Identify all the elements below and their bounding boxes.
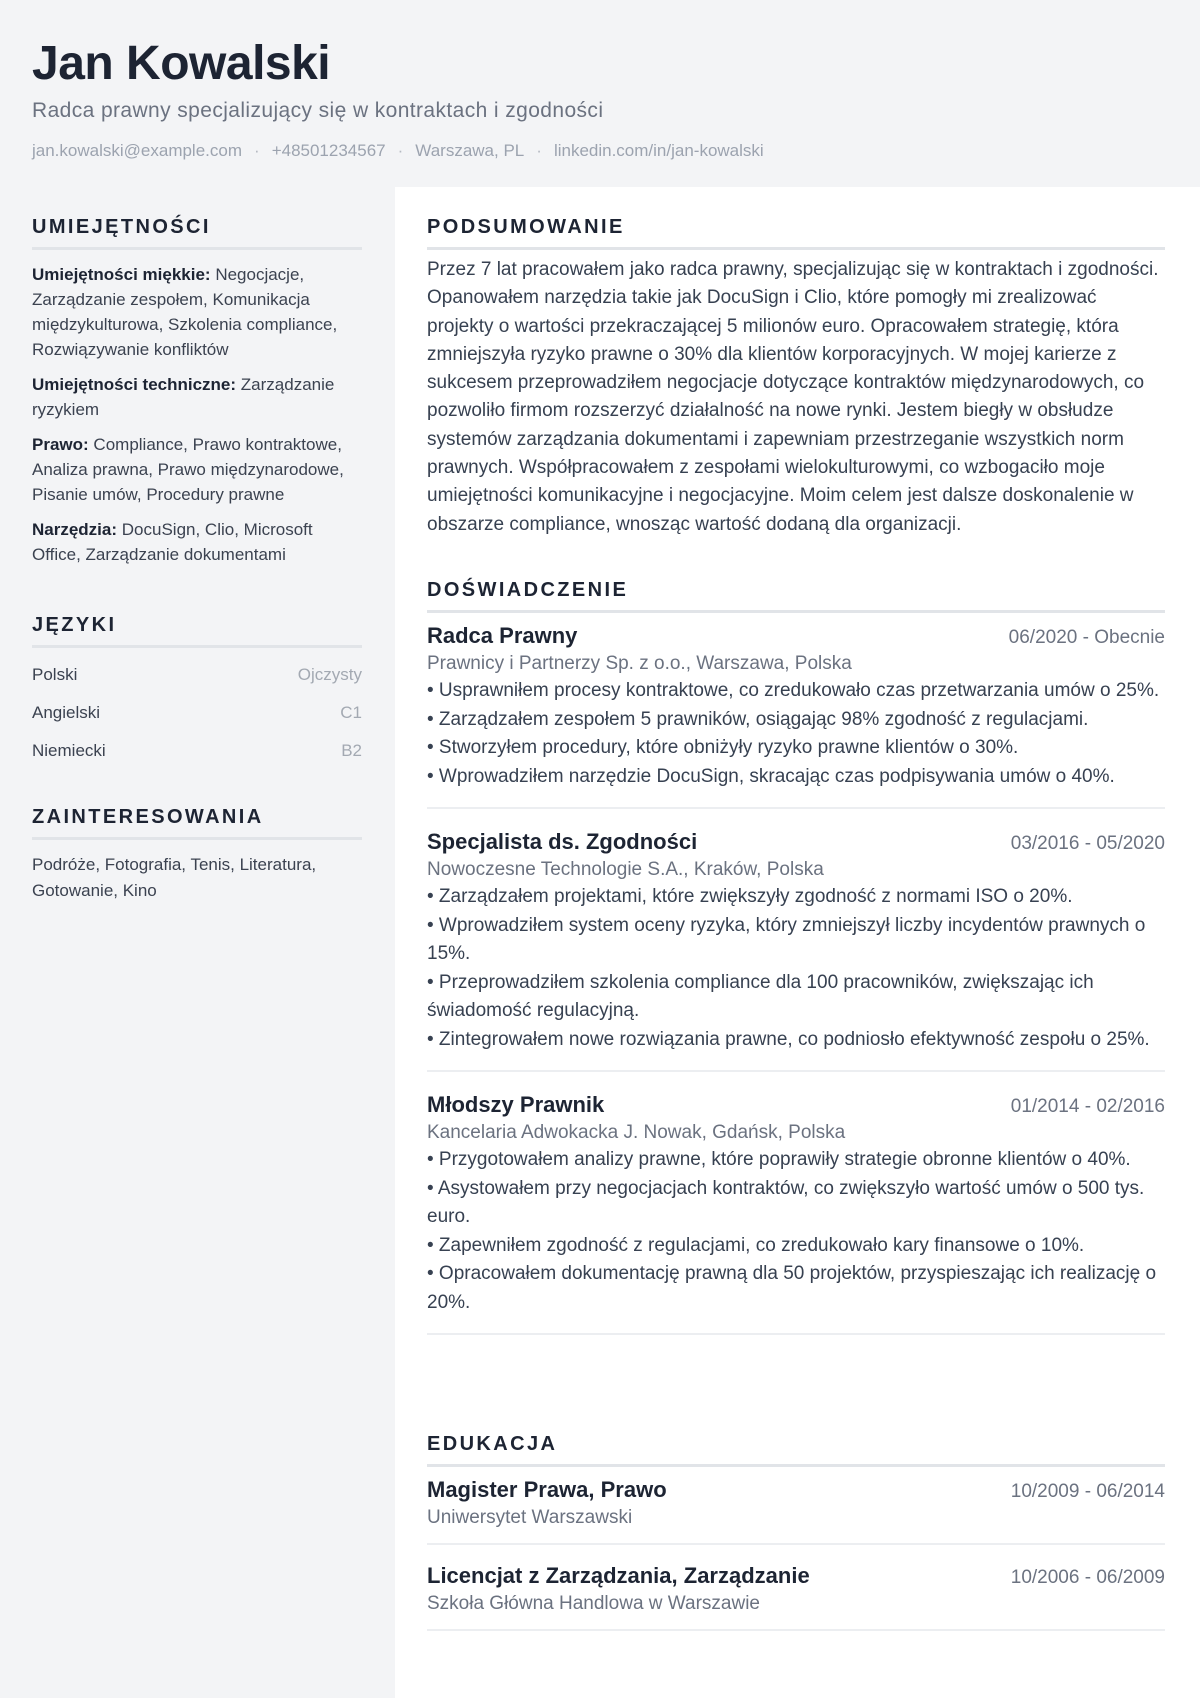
skill-group-value: Compliance, Prawo kontraktowe, Analiza prawna, Prawo międzynarodowe, Pisanie umów, Procedury prawne <box>32 435 344 504</box>
skill-group-label: Prawo: <box>32 435 89 454</box>
job-bullet: • Zarządzałem zespołem 5 prawników, osiągając 98% zgodność z regulacjami. <box>427 708 1089 730</box>
language-row <box>32 656 362 694</box>
school-name: Szkoła Główna Handlowa w Warszawie <box>427 1593 760 1614</box>
job-bullet: • Usprawniłem procesy kontraktowe, co zredukowało czas przetwarzania umów o 25%. <box>427 680 1160 701</box>
languages-section-title: JĘZYKI <box>32 614 362 648</box>
linkedin-link[interactable]: linkedin.com/in/jan-kowalski <box>553 141 764 160</box>
job-organization: Kancelaria Adwokacka J. Nowak, Gdańsk, Polska <box>427 1122 846 1143</box>
language-level: C1 <box>340 703 362 722</box>
education-section <box>427 1433 1165 1631</box>
skill-group <box>32 262 362 362</box>
language-name: Angielski <box>32 703 101 722</box>
skill-group-value: DocuSign, Clio, Microsoft Office, Zarządzanie dokumentami <box>32 520 313 564</box>
job-bullet: • Zintegrowałem nowe rozwiązania prawne, co podniosło efektywność zespołu o 25%. <box>427 1028 1150 1050</box>
contact-separator: · <box>254 141 260 160</box>
job-dates: 03/2016 - 05/2020 <box>1010 833 1165 854</box>
languages-section <box>32 614 362 770</box>
job-header <box>427 829 1165 855</box>
skill-group-label: Narzędzia: <box>32 520 118 539</box>
job-entry <box>427 809 1165 1072</box>
job-dates: 06/2020 - Obecnie <box>1008 627 1165 648</box>
experience-section-title: DOŚWIADCZENIE <box>427 579 1165 613</box>
education-header <box>427 1477 1165 1503</box>
education-section-title: EDUKACJA <box>427 1433 1165 1467</box>
education-dates: 10/2006 - 06/2009 <box>1010 1567 1165 1588</box>
education-entry <box>427 1545 1165 1631</box>
skills-section <box>32 216 362 567</box>
language-name: Niemiecki <box>32 741 106 760</box>
job-header <box>427 1092 1165 1118</box>
skill-group-label: Umiejętności miękkie: <box>32 265 211 284</box>
interests-text: Podróże, Fotografia, Tenis, Literatura, Gotowanie, Kino <box>32 855 317 900</box>
job-title: Specjalista ds. Zgodności <box>427 829 698 854</box>
contact-separator: · <box>397 141 404 160</box>
summary-text: Przez 7 lat pracowałem jako radca prawny, specjalizując się w kontraktach i zgodności. Opanowałem narzędzia takie jak DocuSign i Clio, które pomogły mi zrealizować projekty o wartości przekraczającej 5 milionów euro. Opracowałem strategię, która zmniejszyła ryzyko prawne o 30% dla klientów korporacyjnych. W mojej karierze z sukcesem przeprowadziłem negocjacje dotyczące kontraktów międzynarodowych, co pozwoliło firmom rozszerzyć działalność na nowe rynki. Jestem biegły w obsłudze systemów zarządzania dokumentami i zapewniam przestrzeganie wszystkich norm prawnych. Współpracowałem z zespołami wielokulturowymi, co wzbogaciło moje umiejętności komunikacyjne i negocjacyjne. Moim celem jest dalsze doskonalenie w obszarze compliance, wnosząc wartość dodaną dla organizacji. <box>427 259 1159 535</box>
skill-group <box>32 517 362 567</box>
skill-group <box>32 432 362 507</box>
candidate-headline: Radca prawny specjalizujący się w kontraktach i zgodności <box>32 99 604 122</box>
phone-link[interactable]: +48501234567 <box>271 141 386 160</box>
school-name: Uniwersytet Warszawski <box>427 1507 633 1528</box>
job-organization: Prawnicy i Partnerzy Sp. z o.o., Warszawa, Polska <box>427 653 852 674</box>
job-bullet: • Stworzyłem procedury, które obniżyły ryzyko prawne klientów o 30%. <box>427 737 1019 758</box>
education-entry <box>427 1467 1165 1545</box>
summary-section <box>427 216 1165 539</box>
job-bullet: • Przygotowałem analizy prawne, które poprawiły strategie obronne klientów o 40%. <box>427 1149 1131 1170</box>
language-name: Polski <box>32 665 78 684</box>
skill-group-value: Zarządzanie ryzykiem <box>32 375 335 419</box>
job-organization: Nowoczesne Technologie S.A., Kraków, Polska <box>427 859 824 880</box>
job-bullet: • Zapewniłem zgodność z regulacjami, co zredukowało kary finansowe o 10%. <box>427 1234 1085 1256</box>
interests-section <box>32 806 362 904</box>
language-level: Ojczysty <box>297 665 362 684</box>
language-row <box>32 694 362 732</box>
degree-title: Magister Prawa, Prawo <box>427 1477 667 1502</box>
job-entry <box>427 613 1165 809</box>
language-row <box>32 732 362 770</box>
language-level: B2 <box>341 741 362 760</box>
contact-separator: · <box>536 141 542 160</box>
job-bullet: • Wprowadziłem system oceny ryzyka, który zmniejszył liczby incydentów prawnych o 15%. <box>427 914 1146 964</box>
job-header <box>427 623 1165 649</box>
education-header <box>427 1563 1165 1589</box>
job-dates: 01/2014 - 02/2016 <box>1010 1096 1165 1117</box>
location-text: Warszawa, PL <box>415 141 525 160</box>
job-bullet: • Wprowadziłem narzędzie DocuSign, skracając czas podpisywania umów o 40%. <box>427 765 1115 787</box>
job-bullet: • Opracowałem dokumentację prawną dla 50 projektów, przyspieszając ich realizację o 20%. <box>427 1263 1157 1313</box>
skills-list <box>32 262 362 567</box>
job-bullet: • Asystowałem przy negocjacjach kontraktów, co zwiększyło wartość umów o 500 tys. euro. <box>427 1177 1145 1227</box>
skill-group-value: Negocjacje, Zarządzanie zespołem, Komunikacja międzykulturowa, Szkolenia compliance, Rozwiązywanie konfliktów <box>32 265 338 359</box>
contact-line <box>32 141 764 161</box>
resume-header <box>0 0 1200 187</box>
job-bullet: • Przeprowadziłem szkolenia compliance dla 100 pracowników, zwiększając ich świadomość regulacyjną. <box>427 971 1094 1021</box>
interests-section-title: ZAINTERESOWANIA <box>32 806 362 840</box>
skill-group-label: Umiejętności techniczne: <box>32 375 237 394</box>
email-link[interactable]: jan.kowalski@example.com <box>32 141 243 160</box>
degree-title: Licencjat z Zarządzania, Zarządzanie <box>427 1563 810 1588</box>
skills-section-title: UMIEJĘTNOŚCI <box>32 216 362 250</box>
experience-section <box>427 579 1165 1335</box>
job-title: Radca Prawny <box>427 623 578 648</box>
job-bullets <box>427 883 1165 1054</box>
education-dates: 10/2009 - 06/2014 <box>1010 1481 1165 1502</box>
skill-group <box>32 372 362 422</box>
job-title: Młodszy Prawnik <box>427 1092 605 1117</box>
candidate-name: Jan Kowalski <box>32 37 331 90</box>
job-bullets <box>427 677 1165 791</box>
job-bullet: • Zarządzałem projektami, które zwiększyły zgodność z normami ISO o 20%. <box>427 886 1073 907</box>
summary-section-title: PODSUMOWANIE <box>427 216 1165 250</box>
sidebar <box>0 187 395 1698</box>
languages-list <box>32 656 362 770</box>
job-entry <box>427 1072 1165 1335</box>
job-bullets <box>427 1146 1165 1317</box>
